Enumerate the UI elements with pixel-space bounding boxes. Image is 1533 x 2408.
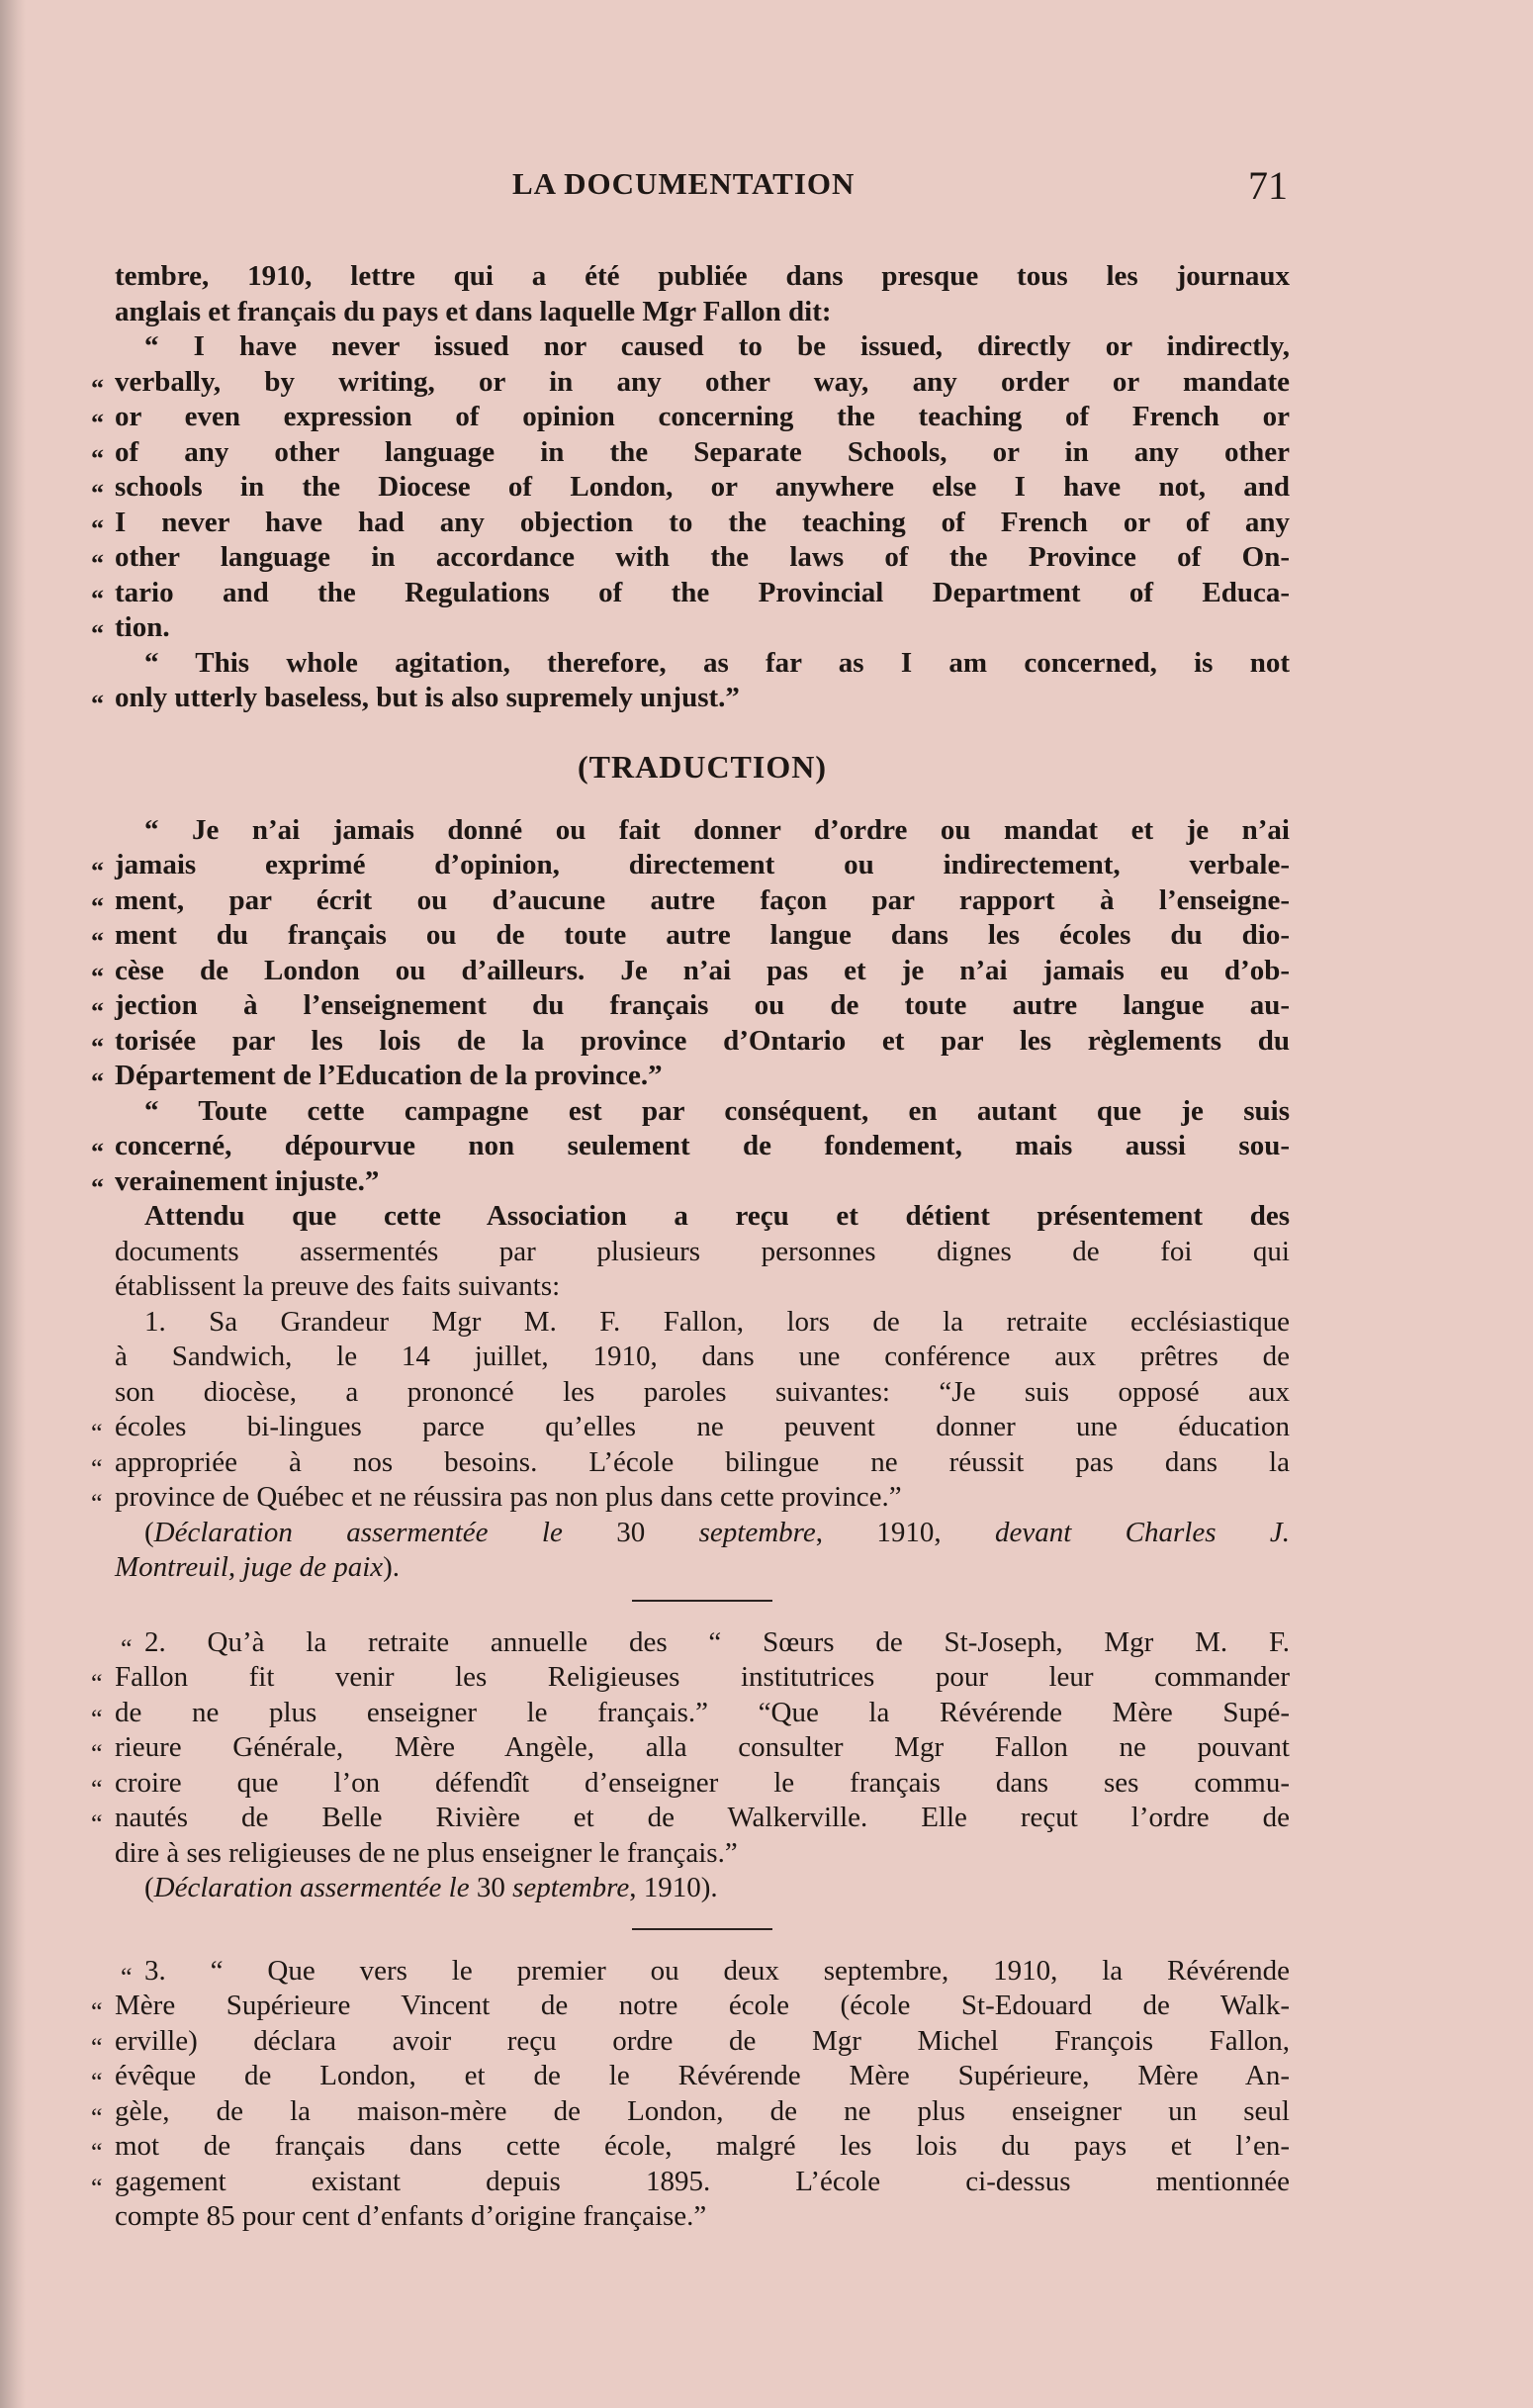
translation-line: [115, 1094, 1290, 1130]
item-2-line: [91, 1696, 1290, 1733]
paren: (: [144, 1516, 154, 1548]
translation-line-text: torisée par les lois de la province d’Ontario et par les règlements du: [115, 1024, 1290, 1057]
item-3-line-text: compte 85 pour cent d’enfants d’origine française.”: [115, 2200, 707, 2232]
item-3-line-text: gèle, de la maison-mère de London, de ne plus enseigner un seul: [115, 2094, 1290, 2127]
item-1-line: 1. Sa Grandeur Mgr M. F. Fallon, lors de la retraite ecclésiastique: [144, 1305, 1290, 1338]
margin-quote-mark: “: [91, 1172, 104, 1202]
text-line: Attendu que cette Association a reçu et détient présentement des: [144, 1200, 1290, 1232]
quote-line-text: other language in accordance with the laws of the Province of On-: [115, 541, 1290, 573]
item-2-line-text: Fallon fit venir les Religieuses institutrices pour leur commander: [115, 1661, 1290, 1693]
page-gutter-shadow: [0, 0, 26, 2408]
page-number: 71: [1248, 163, 1288, 208]
item-2-line-text: de ne plus enseigner le français.” “Que la Révérende Mère Supé-: [115, 1696, 1290, 1728]
quote-line-text: tario and the Regulations of the Provincial Department of Educa-: [115, 576, 1290, 608]
margin-quote-mark: “: [91, 1067, 104, 1096]
margin-quote-mark: “: [91, 1704, 103, 1733]
item-2-line-text: dire à ses religieuses de ne plus enseigner le français.”: [115, 1836, 738, 1869]
item-2-line-text: 2. Qu’à la retraite annuelle des “ Sœurs de St-Joseph, Mgr M. F.: [144, 1625, 1290, 1658]
quote-line-text: only utterly baseless, but is also supremely unjust.”: [115, 682, 740, 713]
item-3-line: [115, 2199, 1290, 2235]
item-1-line-text: province de Québec et ne réussira pas non plus dans cette province.”: [115, 1481, 902, 1513]
quote-line: [91, 681, 1290, 718]
item-2-line: [91, 1766, 1290, 1804]
quote-line-text: of any other language in the Separate Schools, or in any other: [115, 435, 1290, 468]
declaration-year: , 1910,: [815, 1516, 995, 1548]
declaration-italic: septembre: [512, 1872, 630, 1903]
item-3-line-text: gagement existant depuis 1895. L’école ci-dessus mentionnée: [115, 2165, 1290, 2197]
margin-quote-mark: “: [91, 927, 104, 956]
declaration-italic: Déclaration assermentée le: [153, 1872, 470, 1903]
margin-quote-mark: “: [91, 1669, 103, 1698]
section-heading: (TRADUCTION): [578, 748, 827, 785]
translation-line-text: verainement injuste.”: [115, 1164, 380, 1197]
margin-quote-mark: “: [91, 1997, 103, 2026]
quote-line-text: “ This whole agitation, therefore, as far as I am concerned, is not: [144, 646, 1290, 679]
quote-line: [91, 365, 1290, 403]
margin-quote-mark: “: [91, 690, 104, 718]
item-1-line: à Sandwich, le 14 juillet, 1910, dans une conférence aux prêtres de: [115, 1341, 1290, 1372]
declaration-close: ).: [383, 1551, 401, 1583]
translation-line-text: cèse de London ou d’ailleurs. Je n’ai pas et je n’ai jamais eu d’ob-: [115, 954, 1290, 986]
item-3-line: [115, 1954, 1290, 1990]
margin-quote-mark: “: [91, 1138, 104, 1166]
margin-quote-mark: “: [91, 409, 104, 437]
margin-quote-mark: “: [91, 2173, 103, 2202]
item-3-line-text: 3. “ Que vers le premier ou deux septembre, 1910, la Révérende: [144, 1954, 1290, 1987]
text-line: anglais et français du pays et dans laquelle Mgr Fallon dit:: [115, 295, 832, 327]
margin-quote-mark: “: [91, 997, 104, 1026]
page-body: [91, 259, 1291, 2235]
item-3-line: [91, 2024, 1290, 2062]
translation-line: [91, 1059, 1290, 1096]
translation-line: [91, 848, 1290, 885]
margin-quote-mark: “: [91, 619, 104, 648]
margin-quote-mark: “: [91, 1809, 103, 1838]
margin-quote-mark: “: [91, 1489, 103, 1518]
item-2-line: [91, 1660, 1290, 1698]
declaration-date: 30: [469, 1872, 513, 1903]
quote-line: [91, 400, 1290, 437]
translation-line: [115, 813, 1290, 849]
translation-line-text: jection à l’enseignement du français ou de toute autre langue au-: [115, 989, 1290, 1021]
text-line: documents assermentés par plusieurs personnes dignes de foi qui: [115, 1235, 1290, 1267]
item-2-line-text: croire que l’on défendît d’enseigner le français dans ses commu-: [115, 1766, 1290, 1799]
item-1-declaration: [115, 1550, 1290, 1586]
quote-line-text: I never have had any objection to the teaching of French or of any: [115, 506, 1290, 538]
paren: (: [144, 1872, 154, 1903]
margin-quote-mark: “: [91, 479, 104, 508]
translation-line: [91, 1024, 1290, 1062]
translation-line-text: concerné, dépourvue non seulement de fondement, mais aussi sou-: [115, 1130, 1290, 1161]
item-2-line: [115, 1625, 1290, 1661]
declaration-close: , 1910).: [629, 1872, 718, 1903]
quote-line: [91, 610, 1290, 648]
margin-quote-mark: “: [91, 891, 104, 921]
item-3-line: [91, 2059, 1290, 2096]
margin-quote-mark: “: [91, 2138, 103, 2167]
quote-line: [115, 646, 1290, 682]
margin-quote-mark: “: [91, 1453, 103, 1483]
margin-quote-mark: “: [91, 513, 104, 543]
translation-line-text: ment du français ou de toute autre langue dans les écoles du dio-: [115, 919, 1290, 951]
item-3-line: [91, 1989, 1290, 2026]
declaration-italic: septembre: [698, 1516, 816, 1548]
item-2-declaration: [115, 1871, 1290, 1906]
item-1-line: son diocèse, a prononcé les paroles suivantes: “Je suis opposé aux: [115, 1375, 1290, 1408]
item-1-line-text: écoles bi-lingues parce qu’elles ne peuvent donner une éducation: [115, 1411, 1290, 1442]
item-1-line: [91, 1480, 1290, 1518]
margin-quote-mark: “: [91, 1032, 104, 1062]
translation-line-text: “ Je n’ai jamais donné ou fait donner d’ordre ou mandat et je n’ai: [144, 813, 1290, 846]
margin-quote-mark: “: [91, 549, 104, 578]
item-1-declaration: [115, 1516, 1290, 1551]
quote-line: [91, 435, 1290, 473]
item-3-line: [91, 2165, 1290, 2202]
item-1-line-text: appropriée à nos besoins. L’école bilingue ne réussit pas dans la: [115, 1445, 1290, 1478]
quote-line: [115, 329, 1290, 365]
quote-line-text: or even expression of opinion concerning the teaching of French or: [115, 401, 1290, 432]
translation-line: [91, 988, 1290, 1026]
quote-line: [91, 576, 1290, 613]
item-3-line-text: évêque de London, et de le Révérende Mère Supérieure, Mère An-: [115, 2060, 1290, 2091]
declaration-italic: Montreuil, juge de paix: [115, 1551, 384, 1583]
declaration-italic: devant Charles J.: [995, 1516, 1291, 1548]
quote-line-text: verbally, by writing, or in any other way, any order or mandate: [115, 365, 1290, 398]
translation-line-text: “ Toute cette campagne est par conséquent, en autant que je suis: [144, 1094, 1290, 1127]
running-head: [0, 163, 1533, 210]
margin-quote-mark: “: [91, 1774, 103, 1804]
item-2-line: [115, 1836, 1290, 1872]
margin-quote-mark: “: [91, 962, 104, 991]
item-1-line: [91, 1445, 1290, 1483]
item-3-line: [91, 2094, 1290, 2132]
quote-line-text: “ I have never issued nor caused to be issued, directly or indirectly,: [144, 330, 1290, 362]
margin-quote-mark: “: [91, 443, 104, 473]
translation-line-text: jamais exprimé d’opinion, directement ou indirectement, verbale-: [115, 849, 1290, 880]
item-2-line-text: nautés de Belle Rivière et de Walkerville. Elle reçut l’ordre de: [115, 1802, 1290, 1833]
translation-line: [91, 1129, 1290, 1166]
declaration-italic: Déclaration assermentée le: [153, 1516, 563, 1548]
margin-quote-mark: “: [91, 584, 104, 613]
margin-quote-mark: “: [91, 1419, 103, 1447]
quote-line-text: schools in the Diocese of London, or anywhere else I have not, and: [115, 471, 1290, 503]
margin-quote-mark: “: [91, 2068, 103, 2096]
translation-line: [91, 954, 1290, 991]
translation-line: [91, 883, 1290, 921]
margin-quote-mark: “: [91, 857, 104, 885]
margin-quote-mark: “: [91, 373, 104, 403]
quote-line: [91, 540, 1290, 578]
section-divider: [632, 1600, 772, 1602]
quote-line: [91, 506, 1290, 543]
margin-quote-mark: “: [121, 1962, 133, 1991]
item-2-line-text: rieure Générale, Mère Angèle, alla consulter Mgr Fallon ne pouvant: [115, 1731, 1290, 1763]
translation-line-text: ment, par écrit ou d’aucune autre façon par rapport à l’enseigne-: [115, 883, 1290, 916]
translation-line: [91, 918, 1290, 956]
translation-line-text: Département de l’Education de la province.”: [115, 1060, 663, 1091]
declaration-date: 30: [562, 1516, 699, 1548]
margin-quote-mark: “: [91, 1739, 103, 1768]
item-3-line-text: mot de français dans cette école, malgré les lois du pays et l’en-: [115, 2130, 1290, 2162]
quote-line: [91, 470, 1290, 508]
running-title: LA DOCUMENTATION: [512, 166, 856, 201]
section-divider: [632, 1928, 772, 1930]
item-3-line-text: Mère Supérieure Vincent de notre école (école St-Edouard de Walk-: [115, 1990, 1290, 2021]
item-3-line-text: erville) déclara avoir reçu ordre de Mgr Michel François Fallon,: [115, 2024, 1290, 2057]
item-1-line: [91, 1410, 1290, 1447]
item-3-line: [91, 2129, 1290, 2167]
item-2-line: [91, 1801, 1290, 1838]
item-2-line: [91, 1730, 1290, 1768]
translation-line: [91, 1164, 1290, 1202]
text-line: tembre, 1910, lettre qui a été publiée dans presque tous les journaux: [115, 260, 1290, 292]
margin-quote-mark: “: [91, 2102, 103, 2132]
margin-quote-mark: “: [91, 2032, 103, 2062]
margin-quote-mark: “: [121, 1633, 133, 1663]
text-line: établissent la preuve des faits suivants:: [115, 1270, 561, 1302]
quote-line-text: tion.: [115, 611, 170, 643]
